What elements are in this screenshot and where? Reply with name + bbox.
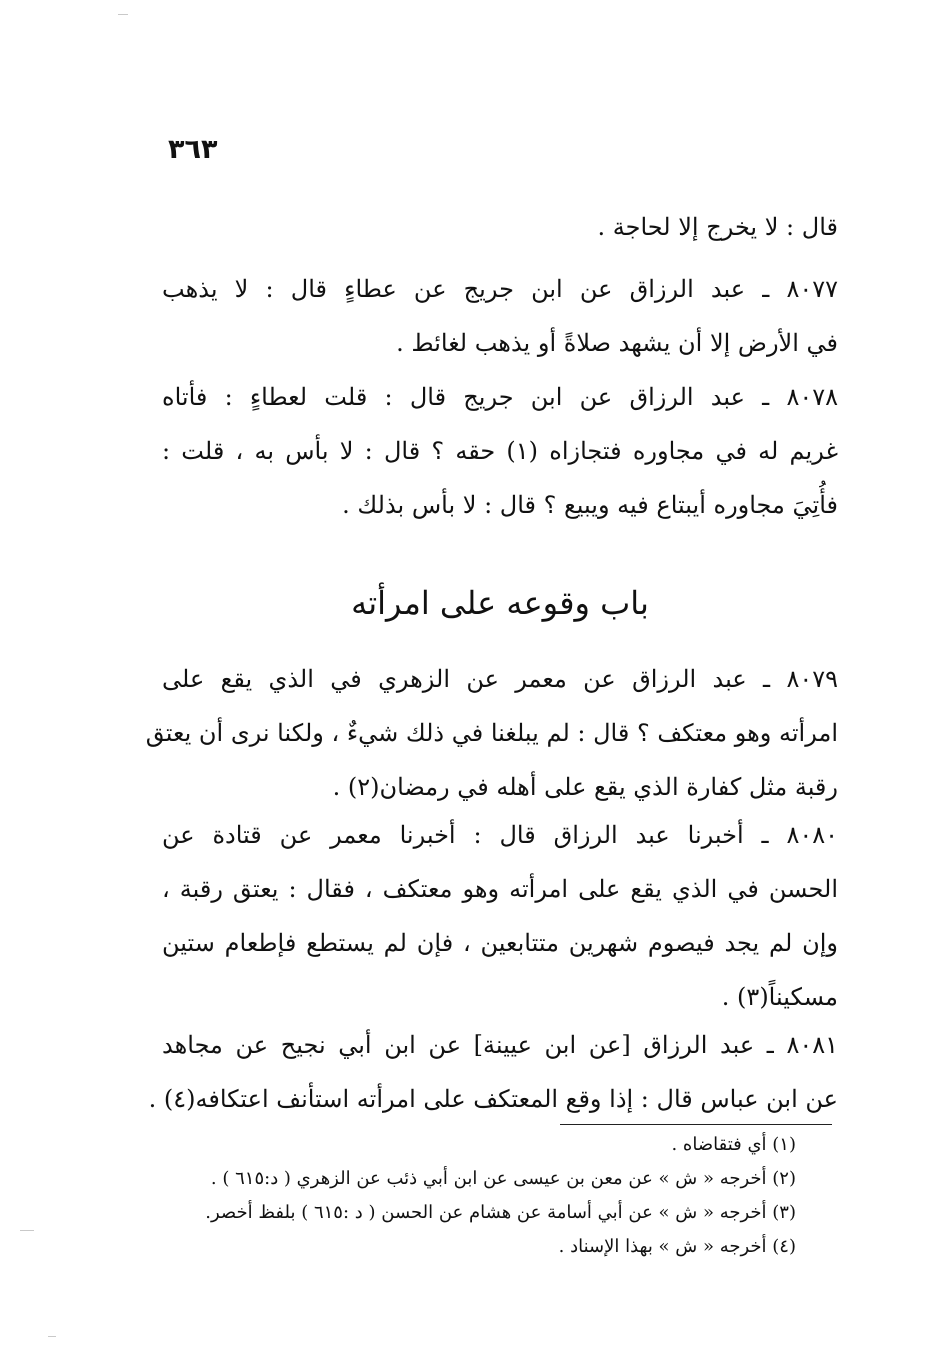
text-line: امرأته وهو معتكف ؟ قال : لم يبلغنا في ذلك شيءٌ ، ولكنا نرى أن يعتق [145,719,838,747]
footnote-2: (٢) أخرجه « ش » عن معن بن عيسى عن ابن أبي ذئب عن الزهري ( د:٦١٥ ) . [210,1168,796,1189]
text-line: ٨٠٨٠ ـ أخبرنا عبد الرزاق قال : أخبرنا معمر عن قتادة عن [162,821,838,849]
text-line: فأُتِيَ مجاوره أيبتاع فيه ويبيع ؟ قال : لا بأس بذلك . [342,491,838,519]
text-line: مسكيناً(٣) . [721,983,838,1011]
text-line: رقبة مثل كفارة الذي يقع على أهله في رمضان(٢) . [332,773,838,801]
footnotes [162,1128,796,1264]
scan-artifact [20,1230,34,1231]
text-line: الحسن في الذي يقع على امرأته وهو معتكف ، فقال : يعتق رقبة ، [162,875,838,903]
footnote-4: (٤) أخرجه « ش » بهذا الإسناد . [558,1236,796,1257]
text-line: ٨٠٧٨ ـ عبد الرزاق عن ابن جريج قال : قلت لعطاءٍ : فأتاه [162,383,838,411]
footnote-separator [560,1124,832,1125]
text-line: ٨٠٨١ ـ عبد الرزاق [عن ابن عيينة] عن ابن أبي نجيح عن مجاهد [162,1031,838,1059]
footnote-3: (٣) أخرجه « ش » عن أبي أسامة عن هشام عن الحسن ( د :٦١٥ ) بلفظ أخصر. [205,1202,796,1223]
text-line: غريم له في مجاوره فتجازاه (١) حقه ؟ قال : لا بأس به ، قلت : [162,437,838,465]
text-line: وإن لم يجد فيصوم شهرين متتابعين ، فإن لم يستطع فإطعام ستين [162,929,838,957]
text-line: في الأرض إلا أن يشهد صلاةً أو يذهب لغائط . [396,329,838,357]
paragraph-continuation [162,200,838,254]
page-number: ٣٦٣ [168,134,218,165]
text-line: عن ابن عباس قال : إذا وقع المعتكف على امرأته استأنف اعتكافه(٤) . [148,1085,838,1113]
paragraph-8080 [162,808,838,1024]
paragraph-8078 [162,370,838,532]
text-line: ٨٠٧٧ ـ عبد الرزاق عن ابن جريج عن عطاءٍ قال : لا يذهب [162,275,838,303]
paragraph-8077 [162,262,838,370]
footnote-1: (١) أي فتقاضاه . [671,1134,796,1155]
text-line: قال : لا يخرج إلا لحاجة . [597,213,838,241]
paragraph-8079 [145,652,838,814]
section-heading: باب وقوعه على امرأته [351,584,649,622]
text-line: ٨٠٧٩ ـ عبد الرزاق عن معمر عن الزهري في الذي يقع على [162,665,838,693]
scan-artifact [48,1336,56,1337]
paragraph-8081 [148,1018,838,1126]
scan-artifact [118,14,128,15]
